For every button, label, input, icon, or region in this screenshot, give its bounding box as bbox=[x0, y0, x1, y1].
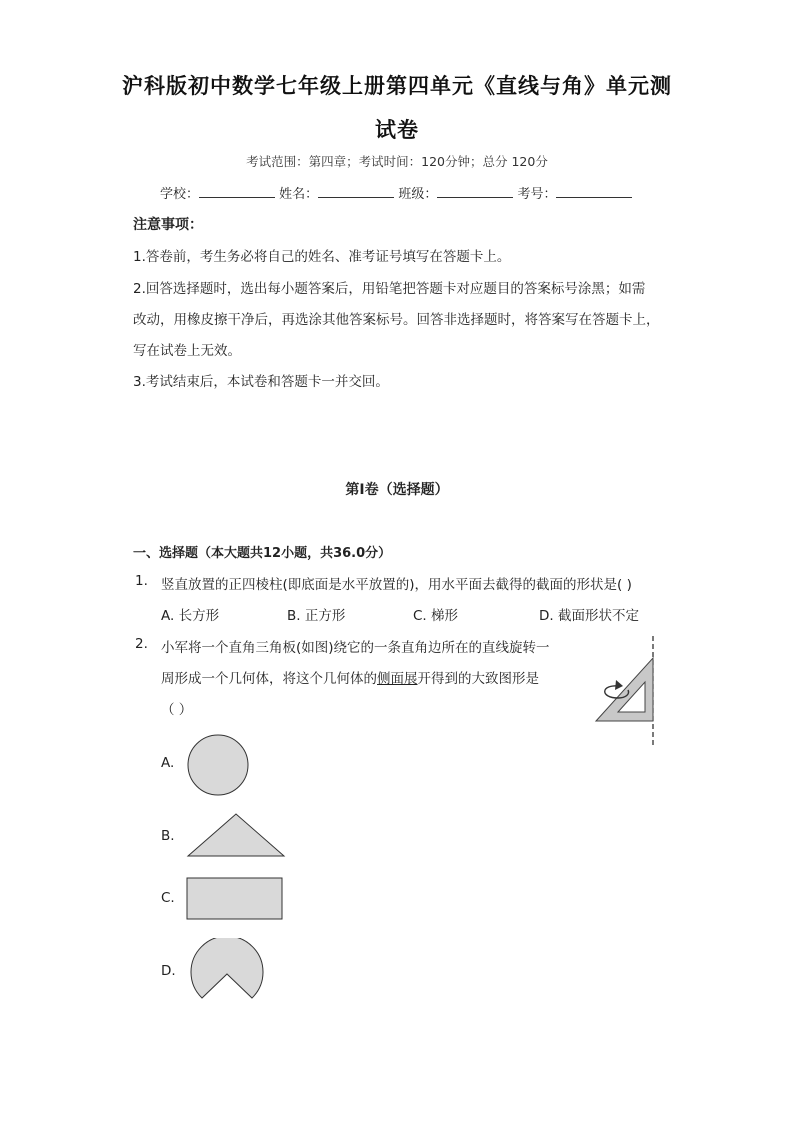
page-title-line1: 沪科版初中数学七年级上册第四单元《直线与角》单元测 bbox=[122, 73, 672, 98]
exam-info: 考试范围：第四章；考试时间：120分钟；总分 120分 bbox=[246, 154, 548, 169]
page-title-line2: 试卷 bbox=[375, 117, 419, 142]
note-item-1: 1.答卷前，考生务必将自己的姓名、准考证号填写在答题卡上。 bbox=[133, 249, 511, 265]
q1-option-c[interactable] bbox=[413, 604, 458, 624]
part1-title: 第Ⅰ卷（选择题） bbox=[345, 482, 449, 498]
name-blank[interactable] bbox=[318, 183, 394, 198]
class-blank[interactable] bbox=[437, 183, 513, 198]
q2-option-a-label[interactable]: A. bbox=[161, 755, 175, 771]
triangle-shape bbox=[188, 814, 284, 856]
q1-number: 1. bbox=[135, 573, 148, 589]
exam-number-blank[interactable] bbox=[556, 183, 632, 198]
q1-option-c-label: C. bbox=[413, 608, 427, 624]
circle-shape bbox=[188, 735, 248, 795]
school-blank[interactable] bbox=[199, 183, 275, 198]
q1-option-d[interactable] bbox=[539, 604, 639, 624]
rotation-arrow-head-icon bbox=[615, 680, 623, 690]
q1-option-d-text: 截面形状不定 bbox=[557, 608, 639, 624]
q2-text-line2 bbox=[161, 667, 539, 687]
q2-text-line2-post: 开得到的大致图形是 bbox=[417, 671, 539, 687]
q1-option-b-text: 正方形 bbox=[304, 608, 346, 624]
q1-option-b[interactable] bbox=[287, 604, 345, 624]
q1-option-b-label: B. bbox=[287, 608, 301, 624]
q2-option-d-label[interactable]: D. bbox=[161, 963, 176, 979]
q2-option-a-circle[interactable] bbox=[186, 733, 250, 797]
notes-heading: 注意事项： bbox=[133, 217, 203, 233]
section-heading: 一、选择题（本大题共12小题，共36.0分） bbox=[133, 546, 392, 561]
q1-options bbox=[0, 604, 794, 624]
q2-answer-blank: （ ） bbox=[161, 702, 193, 718]
q2-text-line2-pre: 周形成一个几何体，将这个几何体的 bbox=[161, 671, 377, 687]
exam-number-label: 考号： bbox=[517, 187, 557, 202]
sector-shape bbox=[191, 938, 263, 998]
q1-option-d-label: D. bbox=[539, 608, 554, 624]
class-label: 班级： bbox=[398, 187, 438, 202]
q2-option-d-sector[interactable] bbox=[186, 938, 268, 1004]
q2-number: 2. bbox=[135, 636, 148, 652]
q1-text: 竖直放置的正四棱柱(即底面是水平放置的)，用水平面去截得的截面的形状是( ) bbox=[161, 577, 632, 593]
q1-option-a[interactable] bbox=[161, 604, 219, 624]
q1-option-a-label: A. bbox=[161, 608, 175, 624]
q2-option-c-rectangle[interactable] bbox=[186, 876, 284, 922]
q2-text-line1: 小军将一个直角三角板(如图)绕它的一条直角边所在的直线旋转一 bbox=[161, 640, 550, 656]
q2-option-c-label[interactable]: C. bbox=[161, 890, 175, 906]
school-label: 学校： bbox=[160, 187, 200, 202]
q2-text-line2-underlined: 侧面展 bbox=[377, 671, 418, 687]
q2-figure bbox=[590, 636, 662, 746]
note-item-2-line2: 改动，用橡皮擦干净后，再选涂其他答案标号。回答非选择题时，将答案写在答题卡上， bbox=[133, 312, 660, 328]
q2-option-b-triangle[interactable] bbox=[186, 811, 288, 859]
note-item-2-line3: 写在试卷上无效。 bbox=[133, 343, 241, 359]
note-item-3: 3.考试结束后，本试卷和答题卡一并交回。 bbox=[133, 374, 389, 390]
q1-option-c-text: 梯形 bbox=[431, 608, 459, 624]
name-label: 姓名： bbox=[279, 187, 319, 202]
rectangle-shape bbox=[187, 878, 282, 919]
note-item-2-line1: 2.回答选择题时，选出每小题答案后，用铅笔把答题卡对应题目的答案标号涂黑；如需 bbox=[133, 281, 646, 297]
q1-option-a-text: 长方形 bbox=[178, 608, 220, 624]
q2-option-b-label[interactable]: B. bbox=[161, 828, 175, 844]
student-info-row bbox=[160, 183, 632, 202]
